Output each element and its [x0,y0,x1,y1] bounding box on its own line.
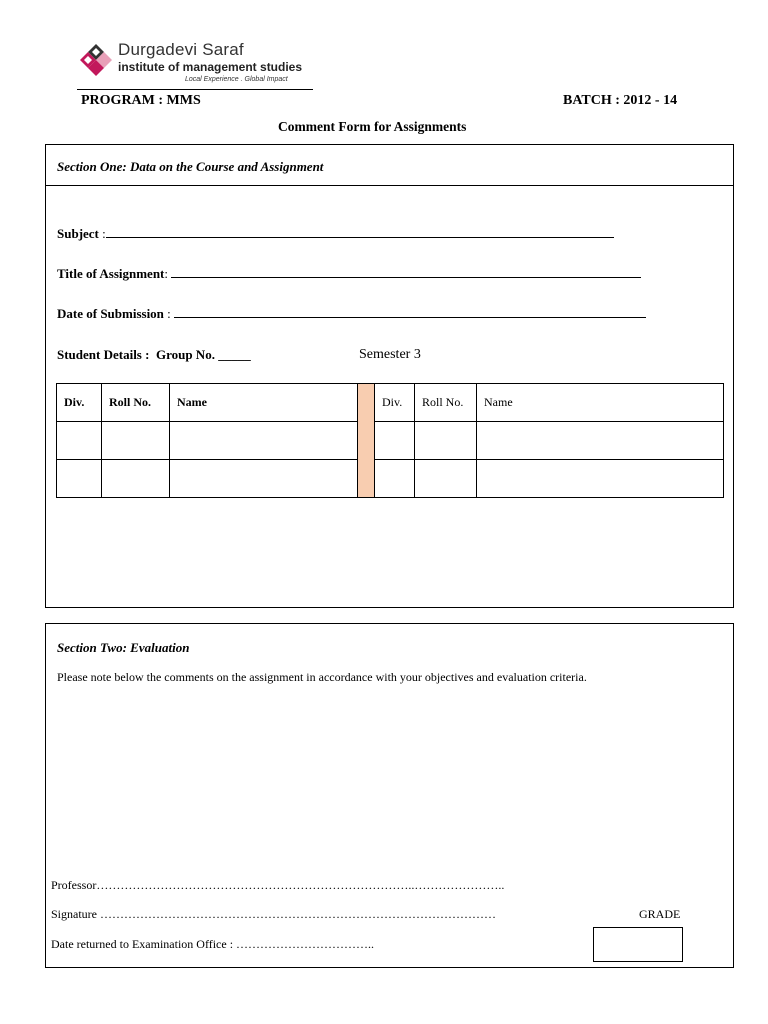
table-cell[interactable] [102,422,170,460]
header-div-right: Div. [375,384,415,422]
evaluation-note: Please note below the comments on the assignment in accordance with your objectives and evaluation criteria. [57,670,587,684]
professor-field[interactable]: Professor……………………………………………………………………..………………….. [51,878,505,892]
table-cell[interactable] [477,422,724,460]
student-details-label: Student Details : [57,347,150,362]
grade-box[interactable] [593,927,683,962]
subject-field[interactable] [57,226,614,242]
table-cell[interactable] [415,422,477,460]
program-label: PROGRAM : MMS [81,93,201,108]
table-cell[interactable] [170,460,358,498]
logo-subtitle: institute of management studies [118,60,303,74]
date-returned-field[interactable]: Date returned to Examination Office : …………………………….. [51,937,375,951]
table-cell[interactable] [375,460,415,498]
comments-area[interactable] [57,696,722,866]
logo-tagline: Local Experience . Global Impact [185,76,288,83]
submission-date-line[interactable] [174,306,646,318]
subject-separator: : [98,226,106,241]
table-separator-column [358,384,375,498]
subject-label: Subject [57,226,99,241]
form-title: Comment Form for Assignments [278,119,467,134]
submission-date-separator: : [163,306,175,321]
header-name-right: Name [477,384,724,422]
institute-logo-icon [80,44,112,76]
section-one-divider [46,185,733,186]
table-row [57,422,724,460]
section-one-title: Section One: Data on the Course and Assignment [57,159,324,174]
student-details-row [57,347,251,363]
table-cell[interactable] [415,460,477,498]
signature-field[interactable]: Signature ……………………………………………………………………………………… [51,907,496,921]
header-name-left: Name [170,384,358,422]
table-cell[interactable] [375,422,415,460]
table-header-row [57,384,724,422]
table-cell[interactable] [170,422,358,460]
group-number-field[interactable]: Group No. _____ [155,347,251,362]
section-one-box [45,144,734,608]
semester-label: Semester 3 [359,347,421,362]
submission-date-label: Date of Submission [57,306,164,321]
table-cell[interactable] [102,460,170,498]
subject-line[interactable] [106,226,614,238]
logo-underline [77,89,313,90]
header-rollno-right: Roll No. [415,384,477,422]
logo-name: Durgadevi Saraf [118,40,244,59]
table-cell[interactable] [477,460,724,498]
student-table [56,383,724,498]
table-row [57,460,724,498]
grade-label: GRADE [639,907,681,921]
table-cell[interactable] [57,422,102,460]
section-two-title: Section Two: Evaluation [57,640,190,655]
assignment-title-line[interactable] [171,266,641,278]
submission-date-field[interactable] [57,306,646,322]
assignment-title-field[interactable] [57,266,641,282]
table-cell[interactable] [57,460,102,498]
assignment-title-label: Title of Assignment [57,266,165,281]
header-div-left: Div. [57,384,102,422]
assignment-title-separator: : [164,266,172,281]
header-rollno-left: Roll No. [102,384,170,422]
section-two-box [45,623,734,968]
batch-label: BATCH : 2012 - 14 [563,93,678,108]
